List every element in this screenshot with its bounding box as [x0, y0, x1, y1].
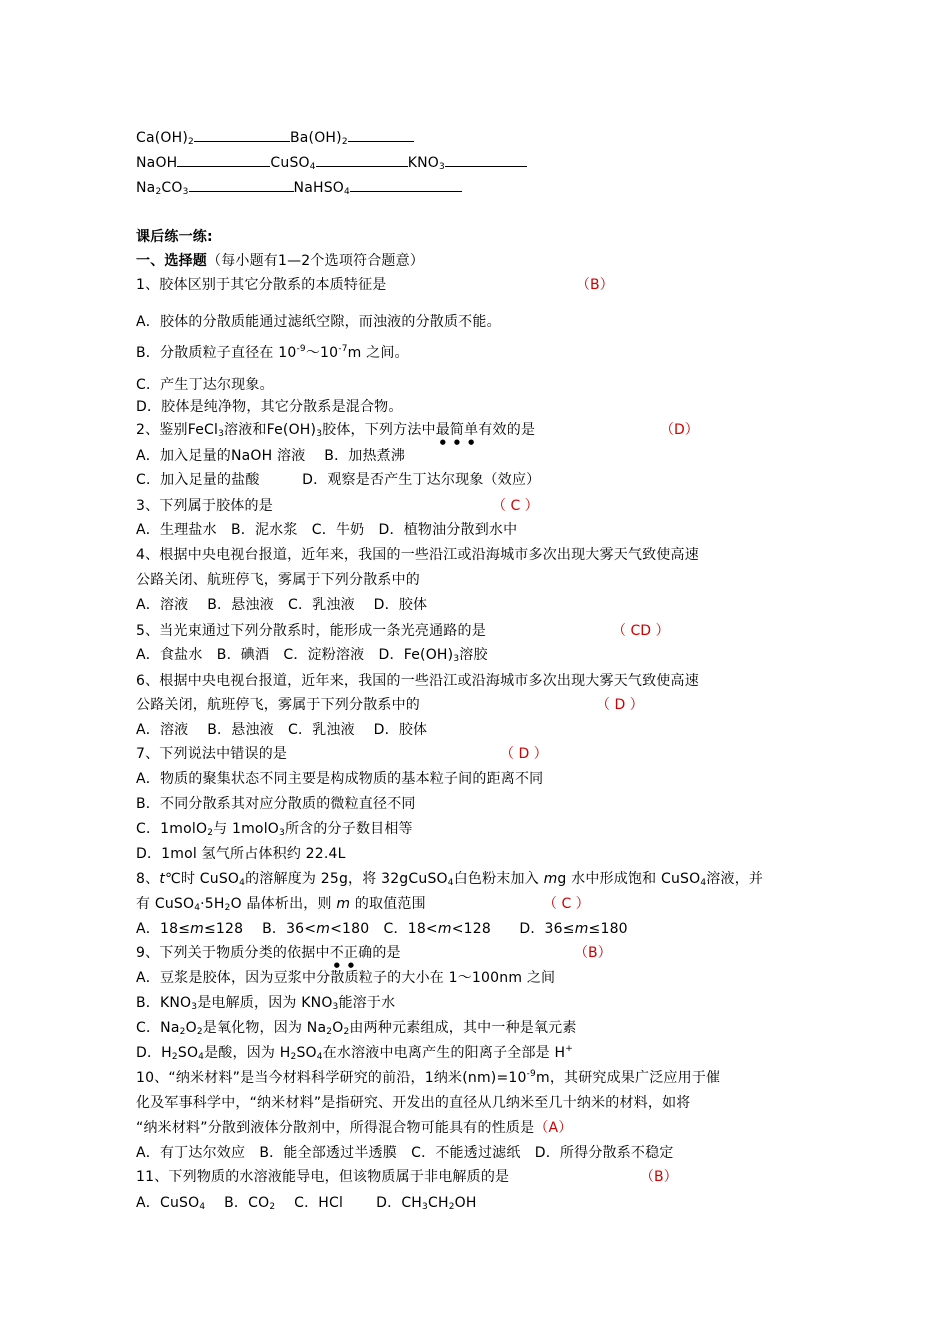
- formula-na2co3: $Na_2CO_3$: [136, 180, 189, 197]
- question-7-option-a: A．物质的聚集状态不同主要是构成物质的基本粒子间的距离不同: [136, 771, 544, 787]
- question-10-options: A．有丁达尔效应 B．能全部透过半透膜 C．不能透过滤纸 D．所得分散系不稳定: [136, 1145, 674, 1161]
- emphasis-dots: 不正: [329, 945, 359, 961]
- formula-naoh: NaOH: [136, 155, 178, 171]
- question-7-stem: 7、下列说法中错误的是: [136, 746, 288, 762]
- question-11-stem: 11、下列物质的水溶液能导电，但该物质属于非电解质的是: [136, 1169, 510, 1185]
- question-7-option-d: D．1mol 氢气所占体积约 22.4L: [136, 846, 346, 862]
- question-5-options: A．食盐水 B．碘酒 C．淀粉溶液 D．$Fe(OH)_3$溶胶: [136, 647, 488, 664]
- question-10-answer: （A）: [534, 1120, 573, 1136]
- question-3-answer: （ C ）: [492, 498, 539, 514]
- question-2-options-cd: C．加入足量的盐酸 D．观察是否产生丁达尔现象（效应）: [136, 472, 541, 488]
- question-6-options: A．溶液 B．悬浊液 C．乳浊液 D．胶体: [136, 722, 428, 738]
- question-8-answer: （ C ）: [543, 896, 590, 912]
- formula-cuso4: CuSO$_4$: [270, 155, 316, 172]
- question-1-option-d: D．胶体是纯净物，其它分散系是混合物。: [136, 399, 403, 415]
- question-9-answer: （B）: [574, 945, 612, 961]
- question-1-answer: （B）: [576, 277, 614, 293]
- question-9-option-d: D．$H_2SO_4$是酸，因为 $H_2SO_4$在水溶液中电离产生的阳离子全部是 H+: [136, 1044, 574, 1062]
- question-11-answer: （B）: [640, 1169, 678, 1185]
- question-1-option-a: A．胶体的分散质能通过滤纸空隙，而浊液的分散质不能。: [136, 314, 501, 330]
- formula-kno3: $KNO_3$: [407, 155, 445, 172]
- question-9-option-a: A．豆浆是胶体，因为豆浆中分散质粒子的大小在 1～100nm 之间: [136, 970, 556, 986]
- formula-row-2: [136, 152, 527, 172]
- question-1-stem: 1、胶体区别于其它分散系的本质特征是: [136, 277, 387, 293]
- question-4-options: A．溶液 B．悬浊液 C．乳浊液 D．胶体: [136, 597, 428, 613]
- answer-blank[interactable]: [445, 152, 527, 167]
- question-4-stem-line1: 4、根据中央电视台报道，近年来，我国的一些沿江或沿海城市多次出现大雾天气致使高速: [136, 547, 699, 563]
- section-title: 课后练一练:: [136, 229, 213, 245]
- question-7-answer: （ D ）: [500, 746, 548, 762]
- question-10-stem-line2: 化及军事科学中，“纳米材料”是指研究、开发出的直径从几纳米至几十纳米的材料，如将: [136, 1095, 691, 1111]
- question-3-options: A．生理盐水 B．泥水浆 C．牛奶 D．植物油分散到水中: [136, 522, 518, 538]
- question-9-option-b: B．$KNO_3$是电解质，因为 $KNO_3$能溶于水: [136, 995, 396, 1012]
- emphasis-dots: 最简单: [435, 422, 479, 438]
- question-3-stem: 3、下列属于胶体的是: [136, 498, 273, 514]
- question-1-option-b: B．分散质粒子直径在 $10^{-9}\sim 10^{-7}m$ 之间。: [136, 344, 409, 361]
- question-4-stem-line2: 公路关闭、航班停飞，雾属于下列分散系中的: [136, 572, 420, 588]
- answer-blank[interactable]: [348, 127, 414, 142]
- question-9-stem: 9、下列关于物质分类的依据中不正确的是: [136, 945, 401, 961]
- question-2-options-ab: A．加入足量的NaOH 溶液 B．加热煮沸: [136, 448, 406, 464]
- formula-row-3: [136, 177, 462, 197]
- formula-row-1: [136, 127, 414, 147]
- part-heading: 一、选择题（每小题有1—2个选项符合题意）: [136, 253, 425, 269]
- question-11-options: A．CuSO$_4$ B．$CO_2$ C．HCl D．$CH_3CH_2OH$: [136, 1195, 477, 1212]
- answer-blank[interactable]: [194, 127, 290, 142]
- question-1-option-c: C．产生丁达尔现象。: [136, 377, 274, 393]
- answer-blank[interactable]: [316, 152, 408, 167]
- question-6-answer: （ D ）: [596, 697, 644, 713]
- answer-blank[interactable]: [177, 152, 270, 167]
- formula-caoh2: $Ca(OH)_2$: [136, 130, 194, 147]
- question-10-stem-line3: “纳米材料”分散到液体分散剂中，所得混合物可能具有的性质是（A）: [136, 1120, 573, 1136]
- question-8-stem-line2: 有 $CuSO_4\cdot 5H_2O$ 晶体析出，则 m 的取值范围: [136, 896, 426, 913]
- question-2-answer: （D）: [660, 422, 699, 438]
- question-7-option-b: B．不同分散系其对应分散质的微粒直径不同: [136, 796, 416, 812]
- question-10-stem-line1: 10、“纳米材料”是当今材料科学研究的前沿，1纳米$(nm)=10^{-9}m$，其研究成果广泛应用于催: [136, 1069, 721, 1086]
- question-6-stem-line1: 6、根据中央电视台报道，近年来，我国的一些沿江或沿海城市多次出现大雾天气致使高速: [136, 673, 699, 689]
- formula-baoh2: $Ba(OH)_2$: [289, 130, 348, 147]
- question-8-options: A．18≤m≤128 B．36<m<180 C．18<m<128 D．36≤m≤180: [136, 921, 628, 937]
- question-2-stem: 2、鉴别FeCl$_3$溶液和$Fe(OH)_3$胶体，下列方法中最简单有效的是: [136, 422, 536, 439]
- formula-nahso4: NaHSO$_4$: [293, 180, 350, 197]
- question-6-stem-line2: 公路关闭，航班停飞，雾属于下列分散系中的: [136, 697, 420, 713]
- question-8-stem-line1: 8、t℃时 CuSO$_4$的溶解度为 25g，将 32gCuSO$_4$白色粉末加入 mg 水中形成饱和 CuSO$_4$溶液，并: [136, 871, 764, 888]
- question-7-option-c: C．1molO$_2$与 1molO$_3$所含的分子数目相等: [136, 821, 413, 838]
- answer-blank[interactable]: [350, 177, 462, 192]
- question-9-option-c: C．$Na_2O_2$是氧化物，因为 $Na_2O_2$由两种元素组成，其中一种是氧元素: [136, 1020, 577, 1037]
- question-5-answer: （ CD ）: [612, 623, 670, 639]
- answer-blank[interactable]: [189, 177, 294, 192]
- question-5-stem: 5、当光束通过下列分散系时，能形成一条光亮通路的是: [136, 623, 486, 639]
